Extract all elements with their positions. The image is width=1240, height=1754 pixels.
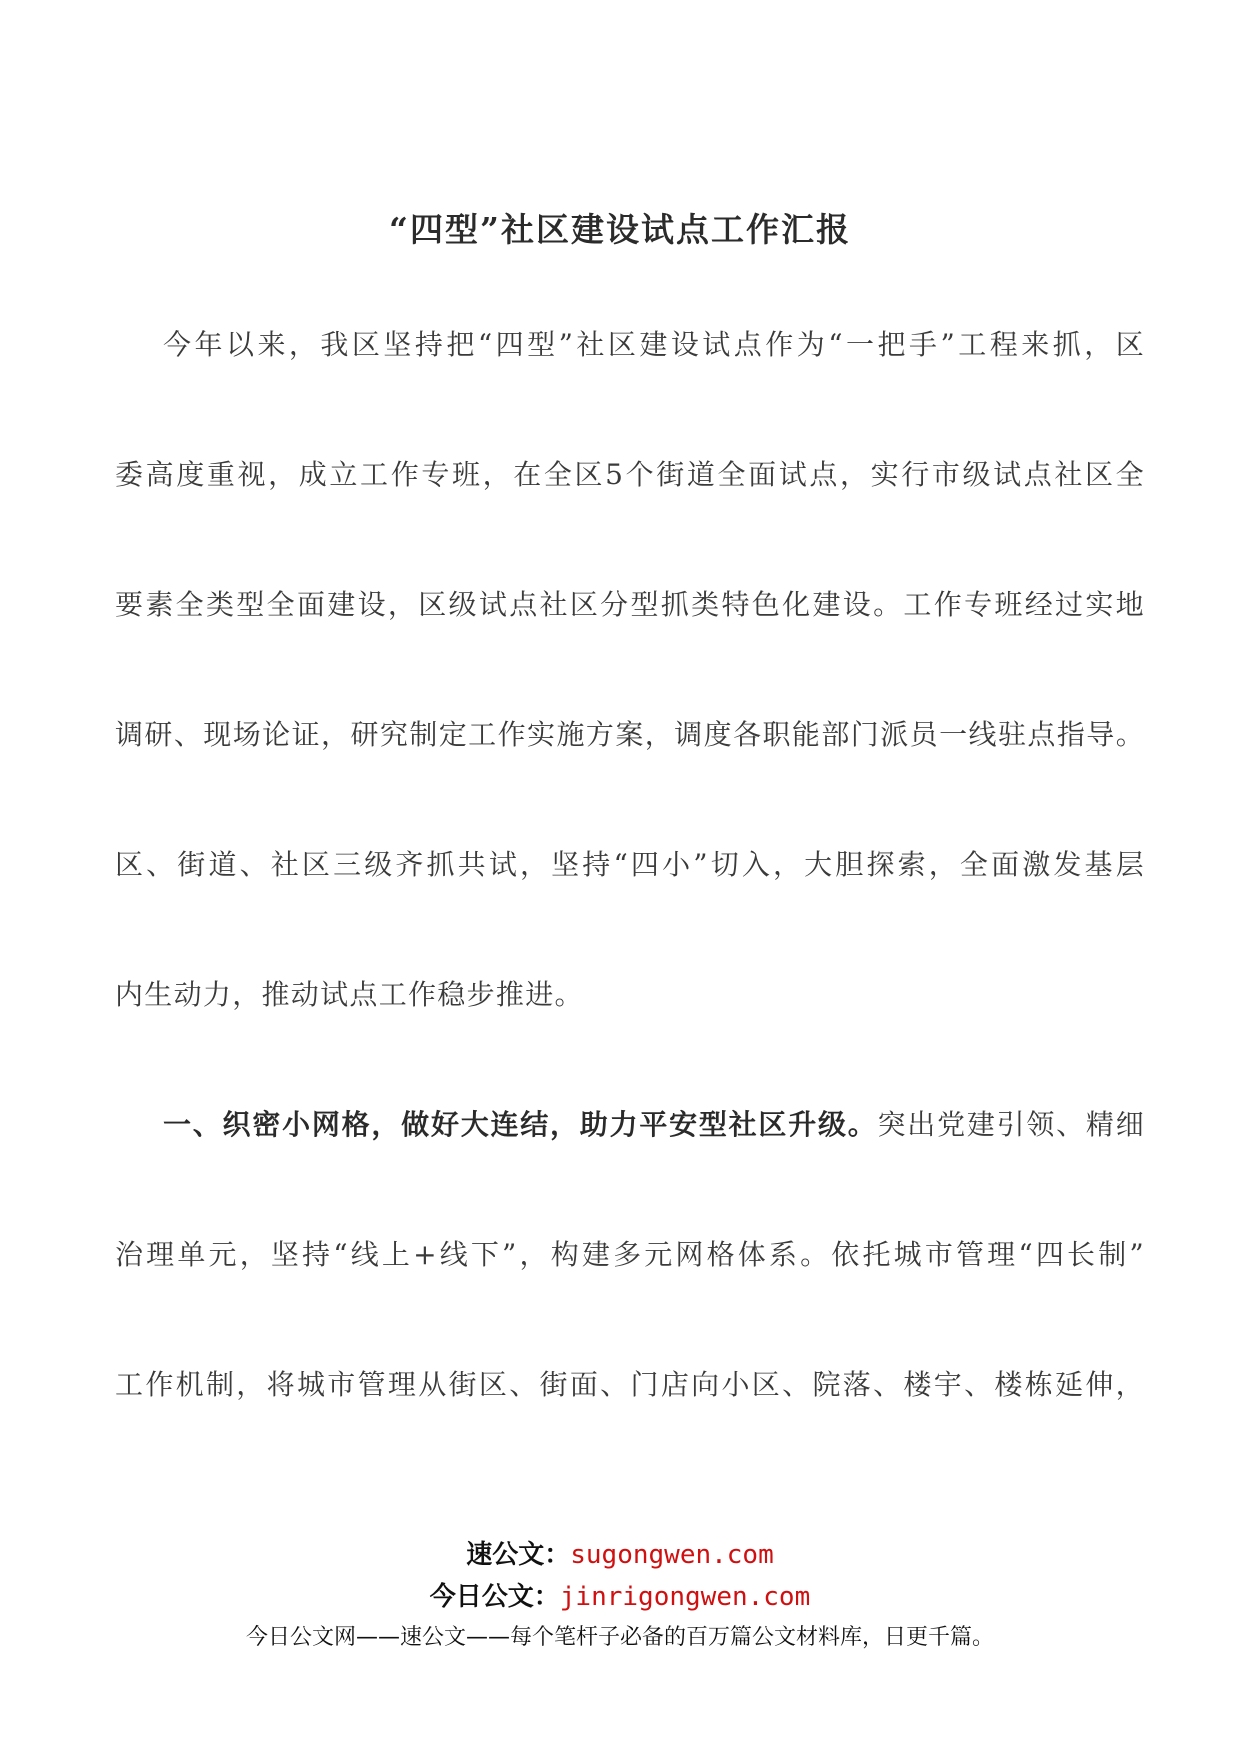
section-heading: 一、织密小网格，做好大连结，助力平安型社区升级。 xyxy=(163,1108,878,1141)
footer-link-jinrigongwen[interactable]: jinrigongwen.com xyxy=(559,1582,811,1612)
footer-label: 今日公文： xyxy=(429,1582,560,1612)
page-title: “四型”社区建设试点工作汇报 xyxy=(389,210,851,249)
paragraph-line: 要素全类型全面建设，区级试点社区分型抓类特色化建设。工作专班经过实地 xyxy=(115,588,1145,621)
paragraph-line: 区、街道、社区三级齐抓共试，坚持“四小”切入，大胆探索，全面激发基层 xyxy=(115,848,1145,881)
footer-label: 速公文： xyxy=(466,1540,571,1570)
section-line: 工作机制，将城市管理从街区、街面、门店向小区、院落、楼宇、楼栋延伸， xyxy=(115,1368,1145,1401)
footer-line-sugongwen xyxy=(0,1535,1240,1575)
paragraph-line: 内生动力，推动试点工作稳步推进。 xyxy=(115,978,584,1011)
section-text: 突出党建引领、精细 xyxy=(877,1108,1146,1141)
paragraph-line: 调研、现场论证，研究制定工作实施方案，调度各职能部门派员一线驻点指导。 xyxy=(115,718,1145,751)
footer-link-sugongwen[interactable]: sugongwen.com xyxy=(570,1540,774,1570)
section-first-line xyxy=(163,1105,1145,1145)
section-line: 治理单元，坚持“线上+线下”，构建多元网格体系。依托城市管理“四长制” xyxy=(115,1238,1145,1271)
footer-line-jinrigongwen xyxy=(0,1577,1240,1617)
footer-slogan: 今日公文网——速公文——每个笔杆子必备的百万篇公文材料库，日更千篇。 xyxy=(245,1625,994,1650)
paragraph-line: 今年以来，我区坚持把“四型”社区建设试点作为“一把手”工程来抓，区 xyxy=(163,328,1145,361)
paragraph-line: 委高度重视，成立工作专班，在全区5个街道全面试点，实行市级试点社区全 xyxy=(115,458,1145,491)
